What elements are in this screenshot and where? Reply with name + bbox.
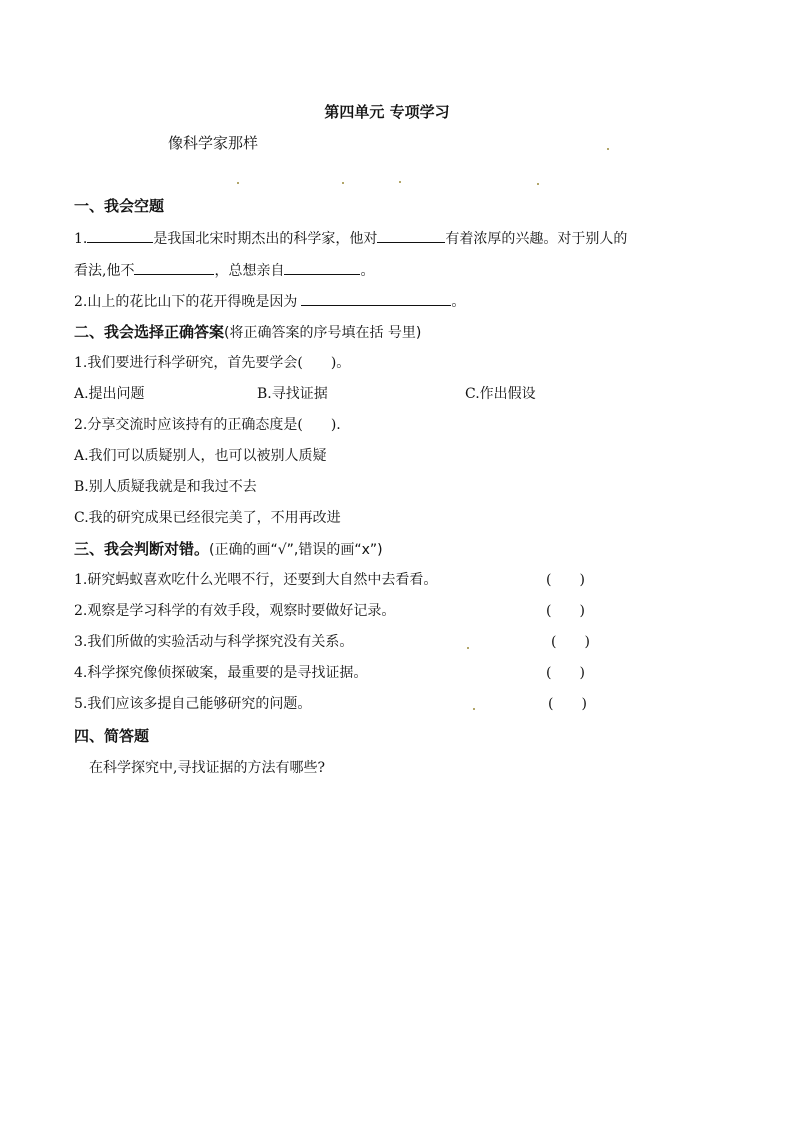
- judge-item-2: 2.观察是学习科学的有效手段，观察时要做好记录。: [74, 603, 396, 619]
- answer-parentheses[interactable]: ( ): [551, 634, 590, 650]
- answer-parentheses[interactable]: ( ): [546, 665, 585, 681]
- question-text: 看法,他不: [74, 263, 135, 279]
- choice-option-b[interactable]: B.别人质疑我就是和我过不去: [74, 479, 257, 495]
- choice-option-b[interactable]: B.寻找证据: [257, 386, 328, 402]
- answer-blank[interactable]: [284, 260, 360, 275]
- scan-speck: [342, 182, 344, 184]
- answer-blank[interactable]: [87, 228, 153, 243]
- short-answer-question: 在科学探究中,寻找证据的方法有哪些?: [89, 760, 325, 776]
- answer-blank[interactable]: [377, 228, 445, 243]
- question-text: ，总想亲自: [214, 263, 285, 279]
- fill-question-1-line-1: [74, 228, 627, 249]
- question-text: 2.山上的花比山下的花开得晚是因为: [74, 294, 298, 310]
- choice-option-c[interactable]: C.我的研究成果已经很完美了，不用再改进: [74, 510, 341, 526]
- fill-question-1-line-2: [74, 260, 374, 281]
- page-subtitle: 像科学家那样: [168, 134, 259, 152]
- scan-speck: [473, 708, 475, 710]
- choice-question-2: 2.分享交流时应该持有的正确态度是( ).: [74, 417, 341, 433]
- section-2-heading: [74, 322, 421, 343]
- section-3-heading: [74, 539, 383, 560]
- judge-item-5: 5.我们应该多提自己能够研究的问题。: [74, 696, 312, 712]
- section-1-heading: 一、我会空题: [74, 197, 165, 215]
- judge-item-3: 3.我们所做的实验活动与科学探究没有关系。: [74, 634, 354, 650]
- question-text: 。: [451, 294, 466, 310]
- answer-parentheses[interactable]: ( ): [546, 572, 585, 588]
- scan-speck: [607, 148, 609, 150]
- question-text: 有着浓厚的兴趣。对于别人的: [445, 231, 628, 247]
- scan-speck: [399, 181, 401, 183]
- judge-item-4: 4.科学探究像侦探破案，最重要的是寻找证据。: [74, 665, 368, 681]
- scan-speck: [467, 647, 469, 649]
- choice-question-1: 1.我们要进行科学研究，首先要学会( )。: [74, 355, 351, 371]
- fill-question-2: [74, 291, 465, 312]
- section-4-heading: 四、简答题: [74, 727, 150, 745]
- question-number: 1.: [74, 231, 88, 247]
- choice-option-a[interactable]: A.提出问题: [74, 386, 145, 402]
- choice-option-a[interactable]: A.我们可以质疑别人，也可以被别人质疑: [74, 448, 327, 464]
- answer-blank[interactable]: [301, 291, 451, 306]
- answer-parentheses[interactable]: ( ): [548, 696, 587, 712]
- answer-blank[interactable]: [134, 260, 214, 275]
- scan-speck: [237, 182, 239, 184]
- answer-parentheses[interactable]: ( ): [546, 603, 585, 619]
- section-3-title: 三、我会判断对错。: [74, 540, 210, 558]
- section-2-note: (将正确答案的序号填在括 号里): [224, 325, 422, 341]
- section-3-note: (正确的画“√”,错误的画“x”): [209, 542, 383, 558]
- question-text: 。: [360, 263, 375, 279]
- page-title: 第四单元 专项学习: [324, 103, 450, 121]
- scan-speck: [537, 183, 539, 185]
- section-2-title: 二、我会选择正确答案: [74, 323, 225, 341]
- choice-option-c[interactable]: C.作出假设: [465, 386, 536, 402]
- question-text: 是我国北宋时期杰出的科学家，他对: [153, 231, 378, 247]
- judge-item-1: 1.研究蚂蚁喜欢吃什么光喂不行，还要到大自然中去看看。: [74, 572, 438, 588]
